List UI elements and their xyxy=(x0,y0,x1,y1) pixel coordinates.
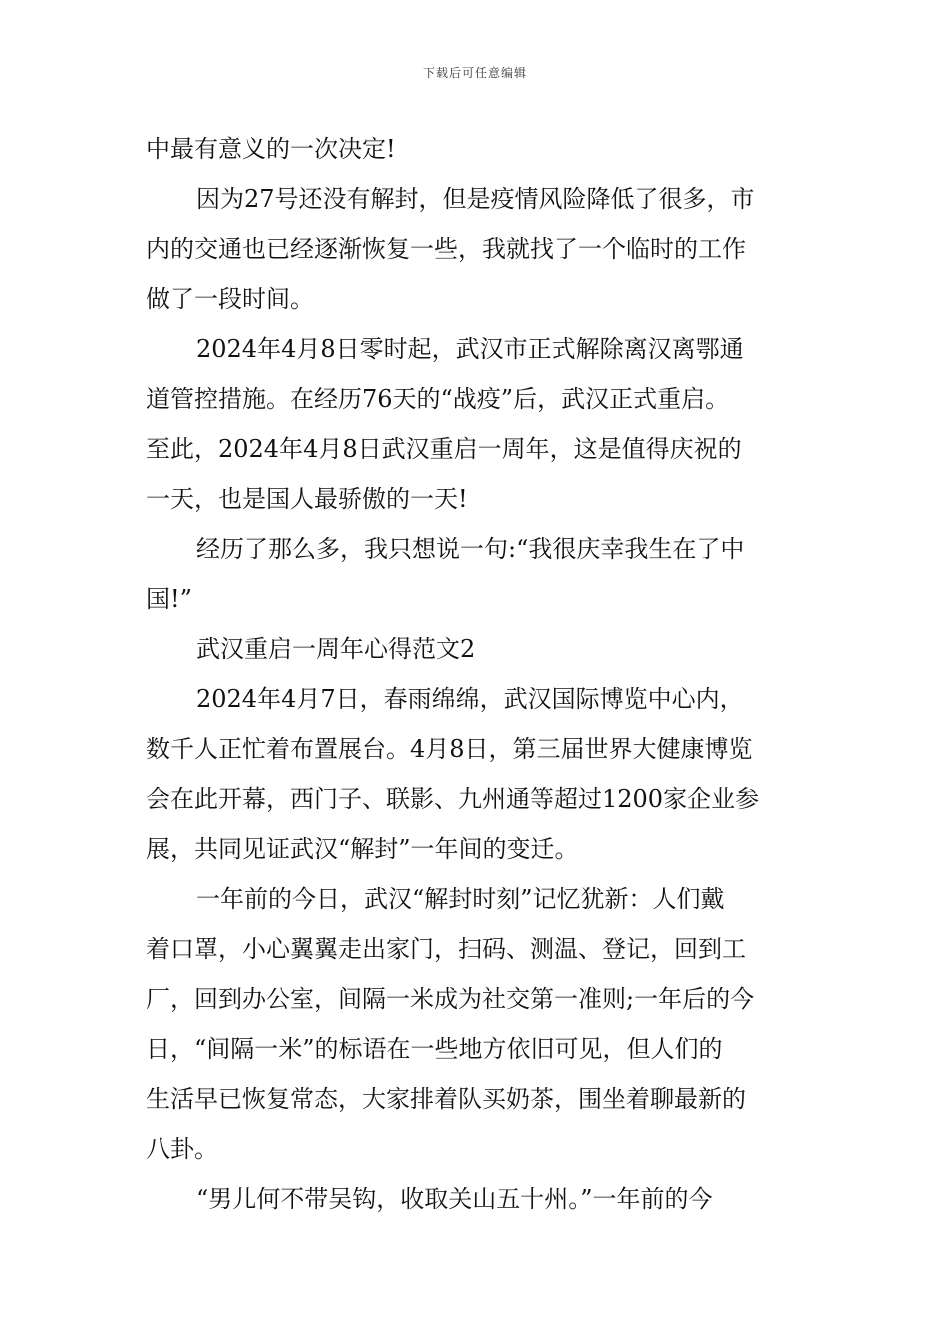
text-line: 2024年4月8日零时起，武汉市正式解除离汉离鄂通 xyxy=(196,335,744,363)
text-line: 八卦。 xyxy=(146,1135,218,1163)
text-line: 2024年4月7日，春雨绵绵，武汉国际博览中心内， xyxy=(196,685,744,713)
text-line: 中最有意义的一次决定! xyxy=(146,135,396,163)
text-line: 一年前的今日，武汉“解封时刻”记忆犹新：人们戴 xyxy=(196,885,725,913)
text-line: 内的交通也已经逐渐恢复一些，我就找了一个临时的工作 xyxy=(146,235,746,263)
text-line: 数千人正忙着布置展台。4月8日，第三届世界大健康博览 xyxy=(146,735,753,763)
text-line: “男儿何不带吴钩，收取关山五十州。”一年前的今 xyxy=(196,1185,713,1213)
text-line: 着口罩，小心翼翼走出家门，扫码、测温、登记，回到工 xyxy=(146,935,746,963)
text-line: 做了一段时间。 xyxy=(146,285,314,313)
text-line: 厂，回到办公室，间隔一米成为社交第一准则;一年后的今 xyxy=(146,985,755,1013)
page-header: 下载后可任意编辑 xyxy=(422,66,527,80)
text-line: 道管控措施。在经历76天的“战疫”后，武汉正式重启。 xyxy=(146,385,730,413)
text-line: 国!” xyxy=(146,585,192,613)
text-line: 一天，也是国人最骄傲的一天! xyxy=(146,485,468,513)
text-line: 会在此开幕，西门子、联影、九州通等超过1200家企业参 xyxy=(146,785,760,813)
text-line: 生活早已恢复常态，大家排着队买奶茶，围坐着聊最新的 xyxy=(146,1085,746,1113)
text-line: 展，共同见证武汉“解封”一年间的变迁。 xyxy=(146,835,579,863)
document-body xyxy=(146,124,806,1224)
text-line: 经历了那么多，我只想说一句:“我很庆幸我生在了中 xyxy=(196,535,745,563)
text-line: 日，“间隔一米”的标语在一些地方依旧可见，但人们的 xyxy=(146,1035,723,1063)
text-line: 武汉重启一周年心得范文2 xyxy=(196,635,476,663)
text-line: 至此，2024年4月8日武汉重启一周年，这是值得庆祝的 xyxy=(146,435,742,463)
text-line: 因为27号还没有解封，但是疫情风险降低了很多，市 xyxy=(196,185,755,213)
